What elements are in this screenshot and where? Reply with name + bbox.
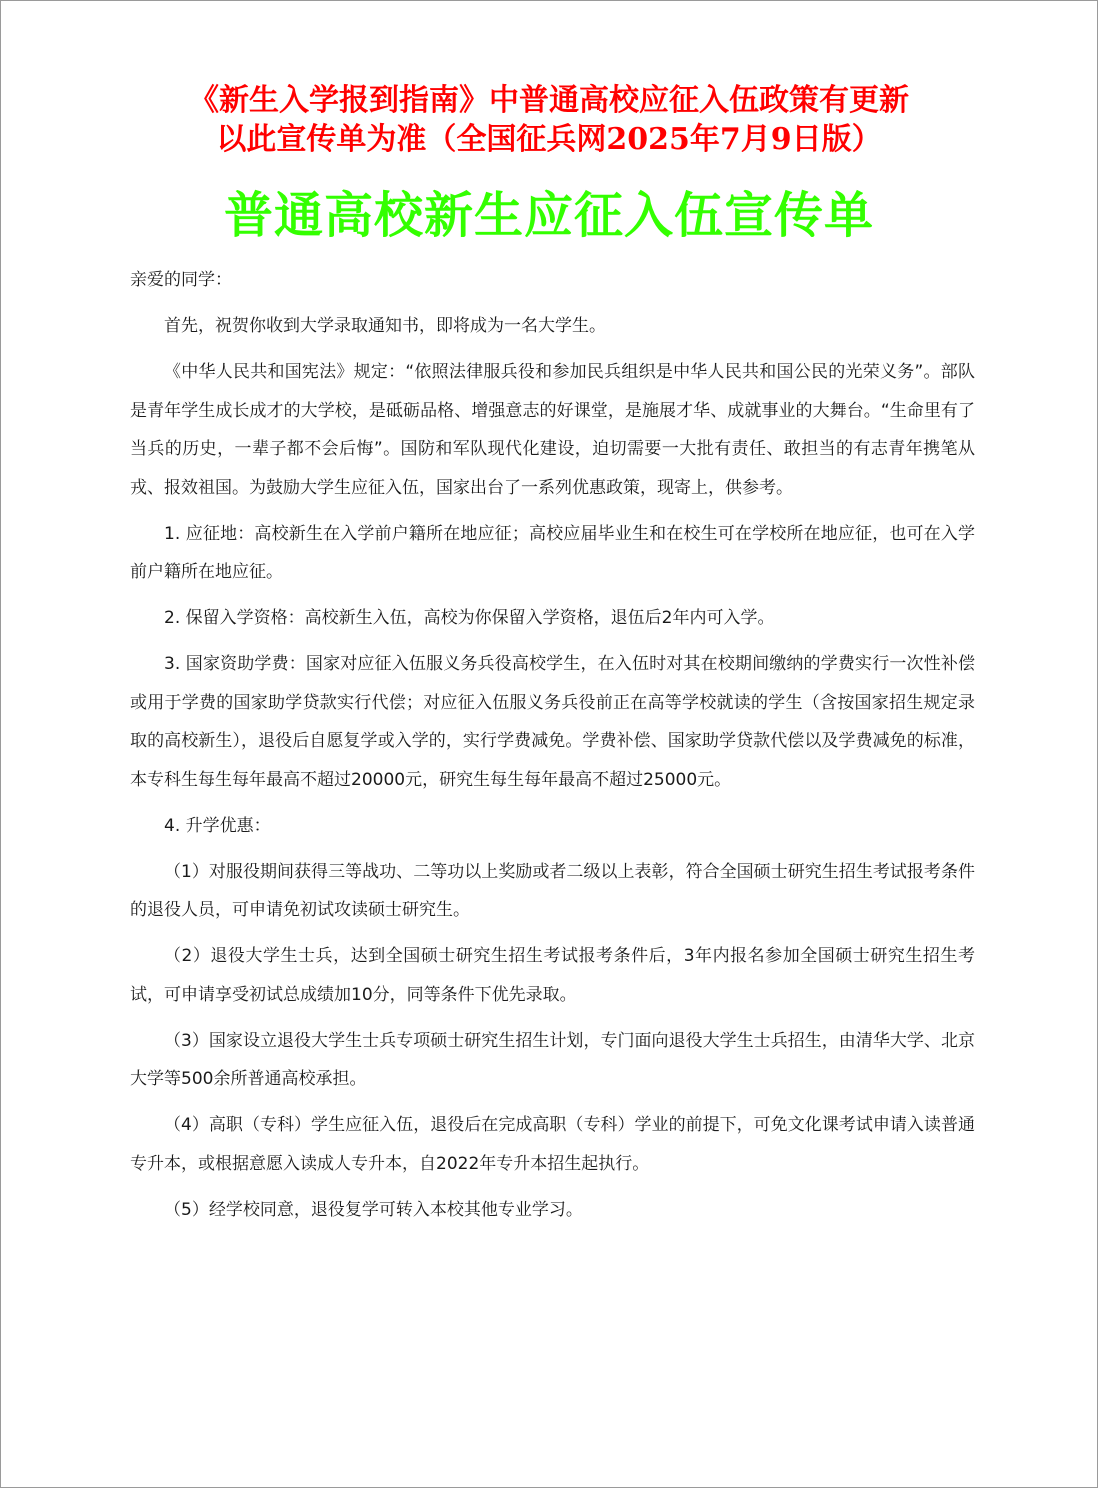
policy-item-further-study: 4. 升学优惠：: [164, 815, 271, 836]
policy-item-tuition-aid: 3. 国家资助学费：国家对应征入伍服义务兵役高校学生，在入伍时对其在校期间缴纳的学费实行一次性补偿或用于学费的国家助学贷款实行代偿；对应征入伍服义务兵役前正在高等学校就读的学生（含按国家招生规定录取的高校新生），退役后自愿复学或入学的，实行学费减免。学费补偿、国家助学贷款代偿以及学费减免的标准，本专科生每生每年最高不超过20000元，研究生每生每年最高不超过25000元。: [130, 654, 975, 790]
further-study-sub-1: （1）对服役期间获得三等战功、二等功以上奖励或者二级以上表彰，符合全国硕士研究生招生考试报考条件的退役人员，可申请免初试攻读硕士研究生。: [130, 861, 975, 920]
update-notice-line-2: 以此宣传单为准（全国征兵网2025年7月9日版）: [216, 122, 882, 157]
greeting: 亲爱的同学：: [130, 270, 232, 290]
further-study-sub-4: （4）高职（专科）学生应征入伍，退役后在完成高职（专科）学业的前提下，可免文化课考试申请入读普通专升本，或根据意愿入读成人专升本，自2022年专升本招生起执行。: [130, 1115, 975, 1174]
page-title: 普通高校新生应征入伍宣传单: [223, 186, 874, 244]
constitution-paragraph: 《中华人民共和国宪法》规定：“依照法律服兵役和参加民兵组织是中华人民共和国公民的光荣义务”。部队是青年学生成长成才的大学校，是砥砺品格、增强意志的好课堂，是施展才华、成就事业的大舞台。“生命里有了当兵的历史，一辈子都不会后悔”。国防和军队现代化建设，迫切需要一大批有责任、敢担当的有志青年携笔从戎、报效祖国。为鼓励大学生应征入伍，国家出台了一系列优惠政策，现寄上，供参考。: [130, 362, 975, 498]
further-study-sub-5: （5）经学校同意，退役复学可转入本校其他专业学习。: [164, 1199, 583, 1220]
update-notice-line-1: 《新生入学报到指南》中普通高校应征入伍政策有更新: [189, 83, 909, 118]
further-study-sub-3: （3）国家设立退役大学生士兵专项硕士研究生招生计划，专门面向退役大学生士兵招生，由清华大学、北京大学等500余所普通高校承担。: [130, 1030, 975, 1089]
policy-item-enlistment-place: 1. 应征地：高校新生在入学前户籍所在地应征；高校应届毕业生和在校生可在学校所在地应征，也可在入学前户籍所在地应征。: [130, 523, 975, 582]
policy-item-enrollment-retention: 2. 保留入学资格：高校新生入伍，高校为你保留入学资格，退伍后2年内可入学。: [164, 608, 775, 628]
letter-body: [130, 261, 975, 1237]
intro-paragraph: 首先，祝贺你收到大学录取通知书，即将成为一名大学生。: [164, 316, 606, 336]
further-study-sub-2: （2）退役大学生士兵，达到全国硕士研究生招生考试报考条件后，3年内报名参加全国硕士研究生招生考试，可申请享受初试总成绩加10分，同等条件下优先录取。: [130, 946, 975, 1005]
